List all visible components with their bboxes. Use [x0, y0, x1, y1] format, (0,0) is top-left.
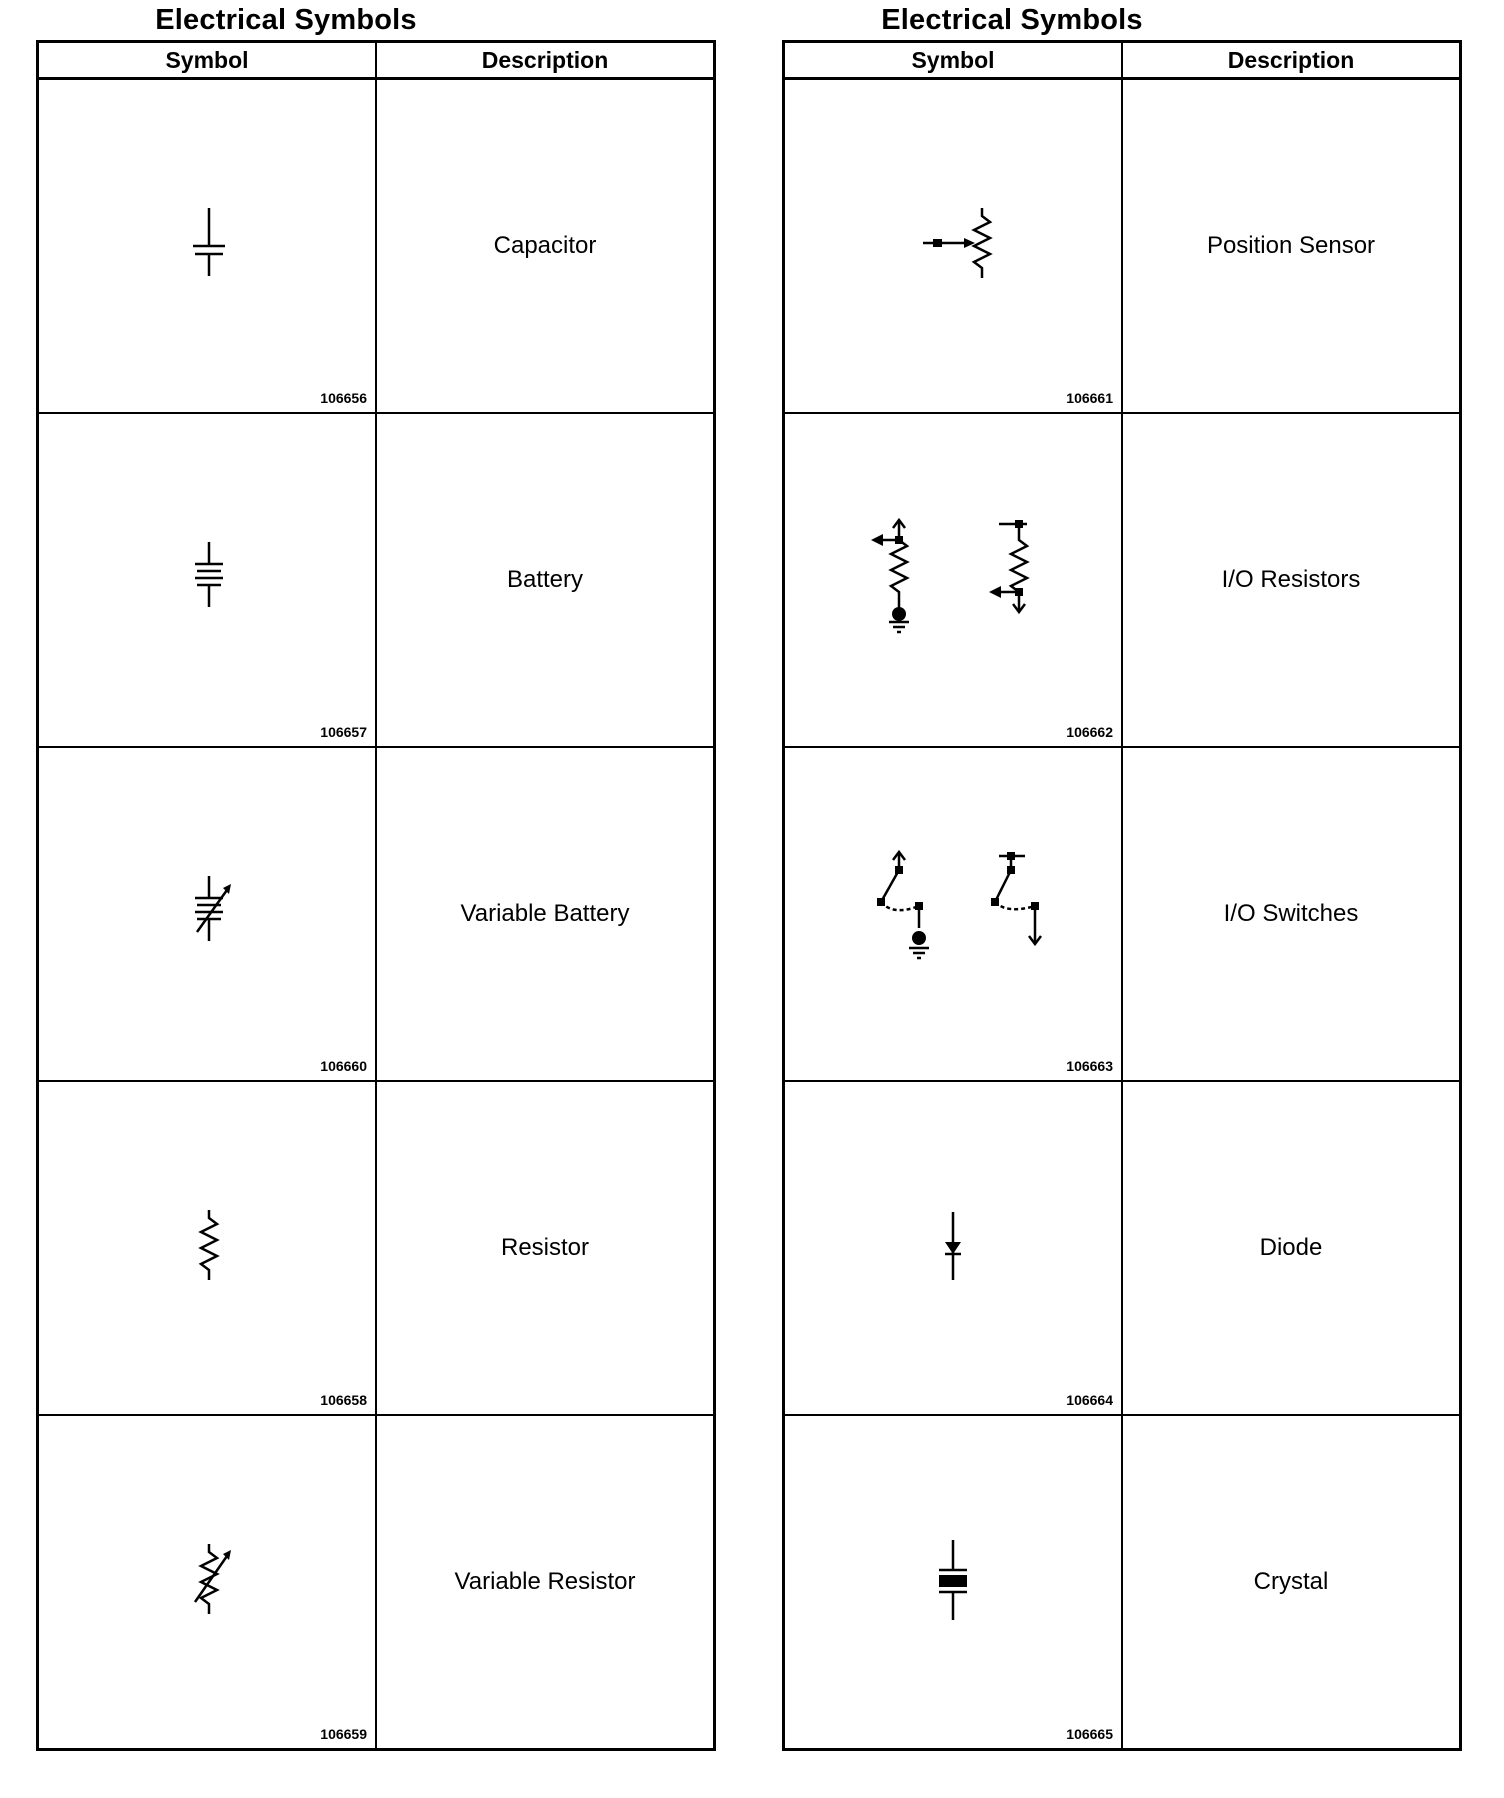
table-row [784, 747, 1461, 1081]
description-cell: I/O Resistors [1122, 413, 1461, 747]
table-row [784, 1415, 1461, 1750]
symbol-reference-number: 106659 [320, 1726, 367, 1742]
symbol-reference-number: 106662 [1066, 724, 1113, 740]
symbol-reference-number: 106657 [320, 724, 367, 740]
description-cell: I/O Switches [1122, 747, 1461, 1081]
table-row [784, 79, 1461, 414]
table-row [38, 413, 715, 747]
battery-icon [39, 414, 377, 746]
description-cell: Diode [1122, 1081, 1461, 1415]
symbol-reference-number: 106665 [1066, 1726, 1113, 1742]
crystal-icon [785, 1416, 1123, 1748]
symbol-cell [784, 1415, 1123, 1750]
symbol-column-header: Symbol [784, 42, 1123, 79]
table-row [38, 1081, 715, 1415]
symbol-reference-number: 106660 [320, 1058, 367, 1074]
table-row [784, 413, 1461, 747]
variable-resistor-icon [39, 1416, 377, 1748]
description-cell: Capacitor [376, 79, 715, 414]
symbol-cell [38, 747, 377, 1081]
symbol-reference-number: 106661 [1066, 390, 1113, 406]
symbol-cell [38, 1415, 377, 1750]
capacitor-icon [39, 80, 377, 412]
symbol-reference-number: 106656 [320, 390, 367, 406]
symbol-reference-number: 106663 [1066, 1058, 1113, 1074]
table-row [784, 1081, 1461, 1415]
symbols-table [36, 40, 716, 1751]
io-resistors-icon [785, 414, 1123, 746]
symbol-cell [784, 413, 1123, 747]
symbol-reference-number: 106664 [1066, 1392, 1113, 1408]
panel-title: Electrical Symbols [155, 4, 417, 36]
symbol-cell [784, 747, 1123, 1081]
right-symbols-panel [782, 0, 1462, 1751]
symbols-table [782, 40, 1462, 1751]
resistor-icon [39, 1082, 377, 1414]
description-column-header: Description [376, 42, 715, 79]
description-cell: Variable Battery [376, 747, 715, 1081]
table-row [38, 1415, 715, 1750]
position-sensor-icon [785, 80, 1123, 412]
symbol-cell [784, 1081, 1123, 1415]
table-row [38, 747, 715, 1081]
symbol-column-header: Symbol [38, 42, 377, 79]
description-cell: Crystal [1122, 1415, 1461, 1750]
variable-battery-icon [39, 748, 377, 1080]
table-row [38, 79, 715, 414]
panel-title: Electrical Symbols [881, 4, 1143, 36]
symbol-cell [784, 79, 1123, 414]
table-header-row [784, 42, 1461, 79]
symbol-cell [38, 1081, 377, 1415]
symbol-cell [38, 79, 377, 414]
description-cell: Resistor [376, 1081, 715, 1415]
description-cell: Position Sensor [1122, 79, 1461, 414]
diode-icon [785, 1082, 1123, 1414]
table-header-row [38, 42, 715, 79]
symbol-reference-number: 106658 [320, 1392, 367, 1408]
left-symbols-panel [36, 0, 716, 1751]
description-cell: Battery [376, 413, 715, 747]
symbol-cell [38, 413, 377, 747]
io-switches-icon [785, 748, 1123, 1080]
description-column-header: Description [1122, 42, 1461, 79]
description-cell: Variable Resistor [376, 1415, 715, 1750]
